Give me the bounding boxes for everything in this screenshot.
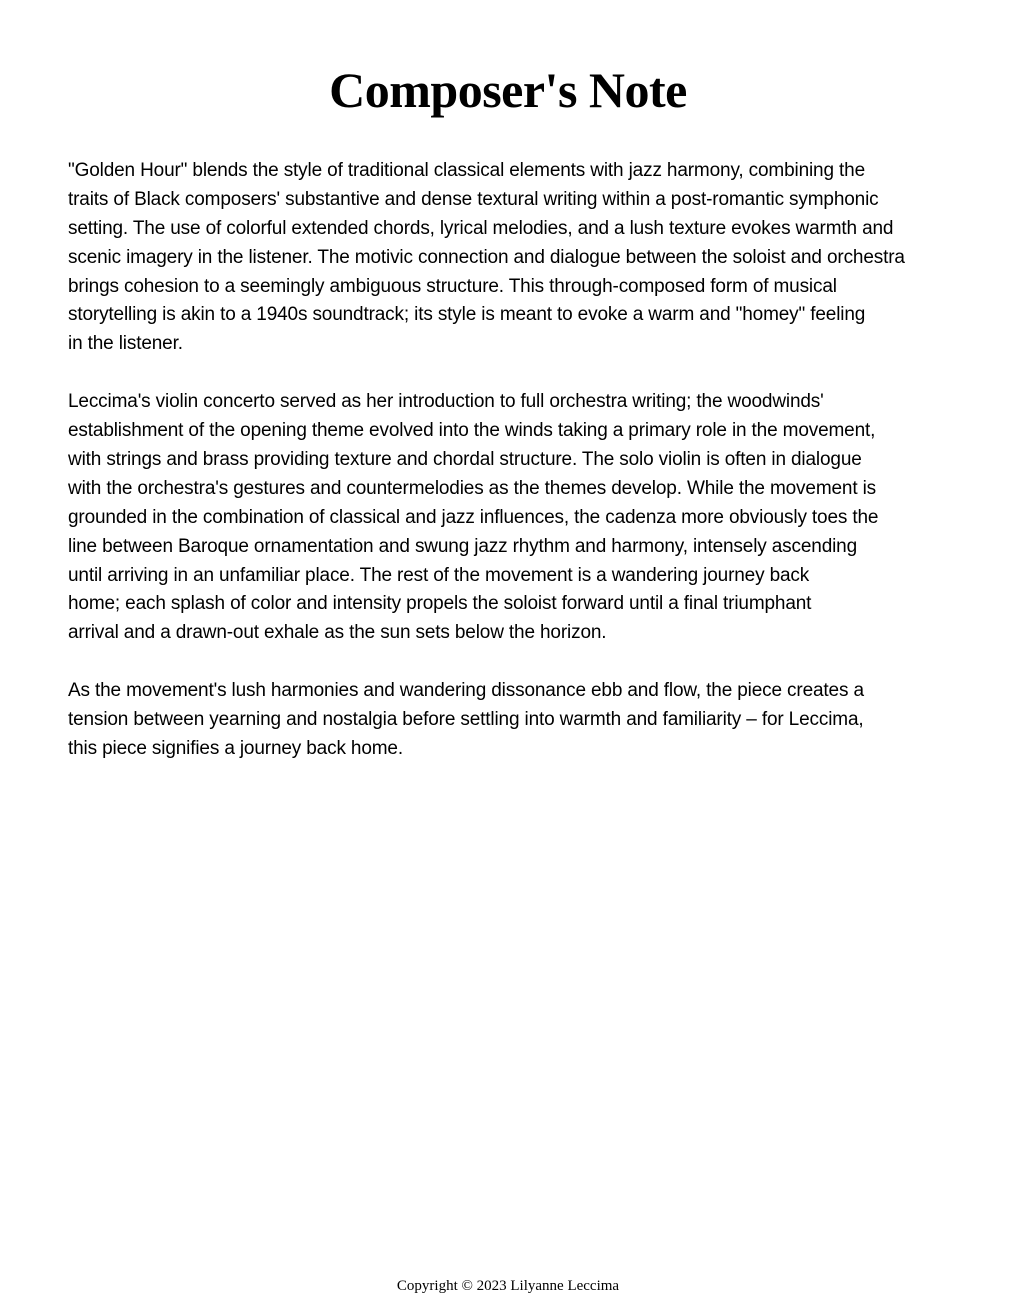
- text-line: home; each splash of color and intensity propels the soloist forward until a final triumphant: [68, 593, 812, 615]
- page-title: Composer's Note: [329, 62, 687, 118]
- text-line: setting. The use of colorful extended chords, lyrical melodies, and a lush texture evokes warmth and: [68, 217, 894, 239]
- text-line: in the listener.: [68, 333, 183, 355]
- text-line: grounded in the combination of classical and jazz influences, the cadenza more obviously toes the: [68, 506, 879, 528]
- text-line: traits of Black composers' substantive and dense textural writing within a post-romantic symphonic: [68, 188, 879, 210]
- note-body: [68, 157, 948, 793]
- text-line: line between Baroque ornamentation and swung jazz rhythm and harmony, intensely ascending: [68, 535, 858, 557]
- text-line: tension between yearning and nostalgia before settling into warmth and familiarity – for Leccima,: [68, 709, 864, 731]
- copyright-footer: Copyright © 2023 Lilyanne Leccima: [396, 1278, 620, 1294]
- text-line: brings cohesion to a seemingly ambiguous structure. This through-composed form of musical: [68, 275, 837, 297]
- paragraph-1: [68, 157, 948, 359]
- paragraph-2: [68, 388, 948, 648]
- text-line: arrival and a drawn-out exhale as the sun sets below the horizon.: [68, 622, 607, 644]
- text-line: until arriving in an unfamiliar place. The rest of the movement is a wandering journey back: [68, 564, 810, 586]
- text-line: establishment of the opening theme evolved into the winds taking a primary role in the movement,: [68, 420, 876, 442]
- text-line: scenic imagery in the listener. The motivic connection and dialogue between the soloist and orchestra: [68, 246, 905, 268]
- text-line: with strings and brass providing texture and chordal structure. The solo violin is often in dialogue: [68, 449, 862, 471]
- text-line: storytelling is akin to a 1940s soundtrack; its style is meant to evoke a warm and "homey" feeling: [68, 304, 866, 326]
- text-line: with the orchestra's gestures and countermelodies as the themes develop. While the movement is: [68, 477, 877, 499]
- text-line: As the movement's lush harmonies and wandering dissonance ebb and flow, the piece creates a: [68, 680, 864, 702]
- text-line: this piece signifies a journey back home.: [68, 738, 403, 760]
- text-line: "Golden Hour" blends the style of traditional classical elements with jazz harmony, combining the: [68, 160, 865, 181]
- paragraph-3: [68, 677, 948, 764]
- text-line: Leccima's violin concerto served as her introduction to full orchestra writing; the woodwinds': [68, 391, 824, 413]
